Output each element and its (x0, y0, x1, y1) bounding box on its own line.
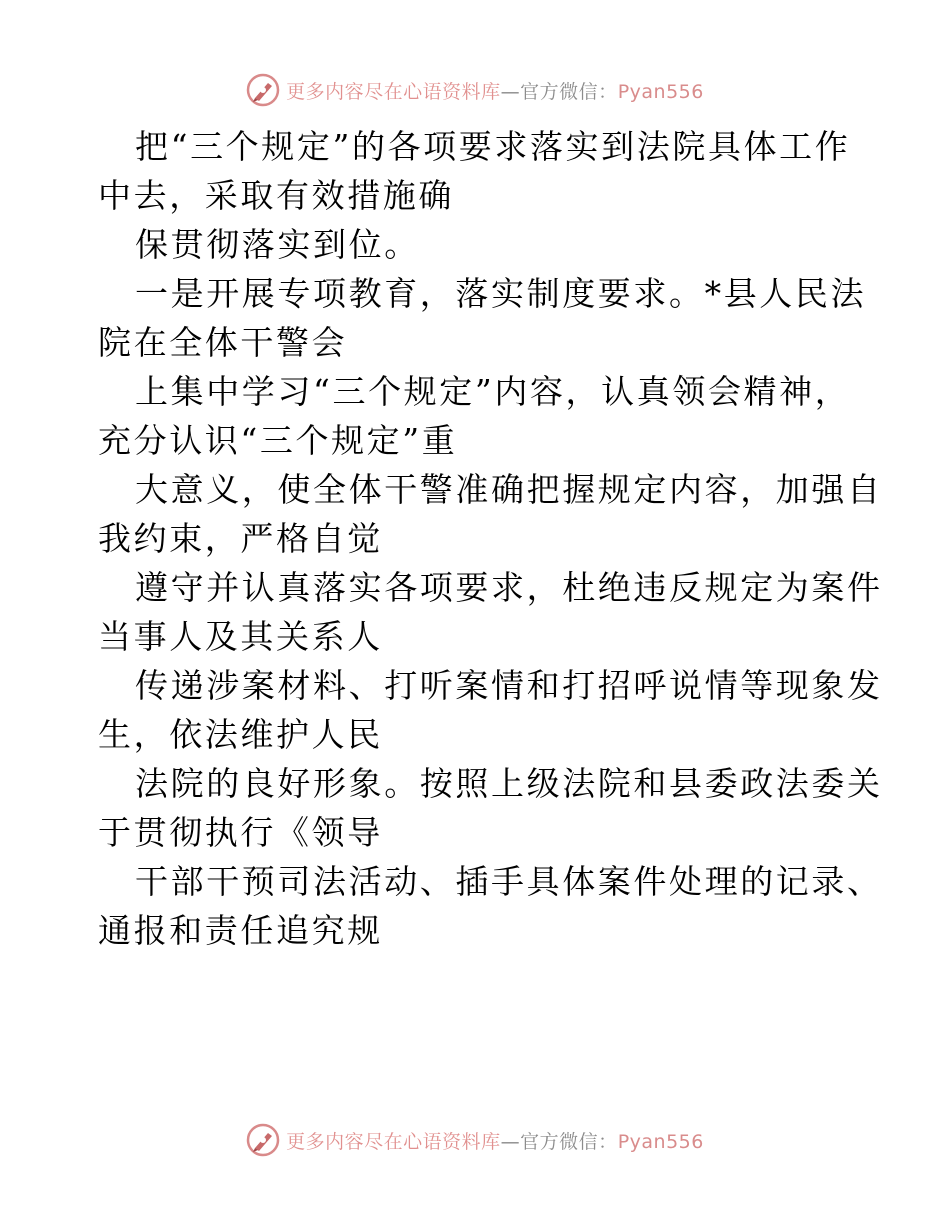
footer-watermark (0, 1118, 950, 1162)
watermark-contact-id: Pyan556 (617, 1130, 704, 1153)
watermark-contact-label: 官方微信： (520, 80, 618, 103)
pen-logo-icon (246, 1123, 280, 1157)
text-line: 中去，采取有效措施确 (98, 176, 454, 215)
text-line: 一是开展专项教育，落实制度要求。*县人民法 (135, 274, 867, 313)
text-line: 我约束，严格自觉 (98, 519, 383, 558)
text-line: 把“三个规定”的各项要求落实到法院具体工作 (135, 127, 851, 166)
text-line: 干部干预司法活动、插手具体案件处理的记录、 (135, 862, 883, 901)
text-line: 遵守并认真落实各项要求，杜绝违反规定为案件 (135, 568, 883, 607)
document-body (98, 122, 883, 955)
text-line: 上集中学习“三个规定”内容，认真领会精神， (135, 372, 851, 411)
text-line: 大意义，使全体干警准确把握规定内容，加强自 (135, 470, 883, 509)
text-line: 院在全体干警会 (98, 323, 348, 362)
text-line: 当事人及其关系人 (98, 617, 383, 656)
text-line: 生，依法维护人民 (98, 715, 383, 754)
text-line: 法院的良好形象。按照上级法院和县委政法委关 (135, 764, 883, 803)
text-line: 于贯彻执行《领导 (98, 813, 383, 852)
header-watermark (0, 68, 950, 112)
text-line: 传递涉案材料、打听案情和打招呼说情等现象发 (135, 666, 883, 705)
watermark-brand: 更多内容尽在心语资料库 (286, 80, 501, 103)
text-line: 通报和责任追究规 (98, 911, 383, 950)
pen-logo-icon (246, 73, 280, 107)
text-line: 保贯彻落实到位。 (135, 225, 420, 264)
watermark-brand: 更多内容尽在心语资料库 (286, 1130, 501, 1153)
watermark-separator: — (500, 80, 521, 103)
watermark-contact-label: 官方微信： (520, 1130, 618, 1153)
watermark-contact-id: Pyan556 (617, 80, 704, 103)
text-line: 充分认识“三个规定”重 (98, 421, 458, 460)
watermark-separator: — (500, 1130, 521, 1153)
